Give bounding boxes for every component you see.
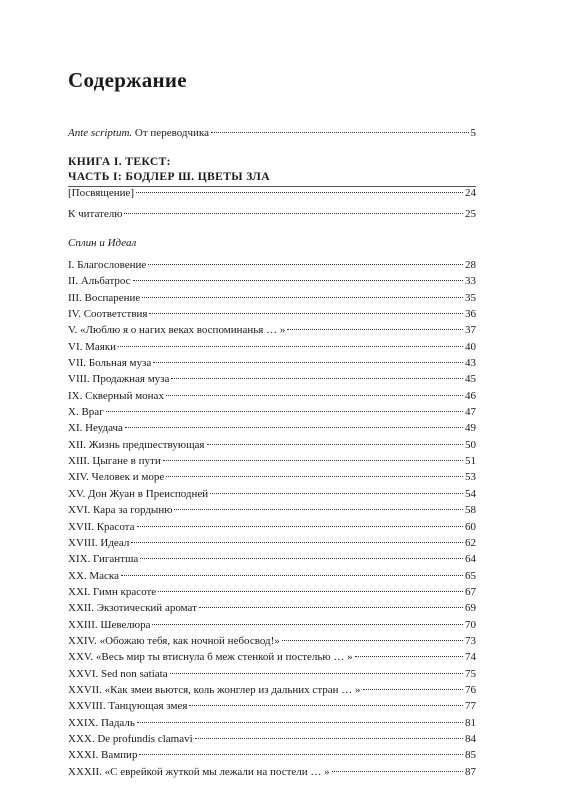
toc-entry bbox=[68, 486, 476, 502]
entry-text: XXI. Гимн красоте bbox=[68, 585, 157, 598]
toc-entry bbox=[68, 453, 476, 469]
page-number: 54 bbox=[465, 487, 476, 500]
entry-text: I. Благословение bbox=[68, 259, 147, 271]
dot-leader bbox=[106, 410, 463, 412]
toc-entry bbox=[68, 502, 476, 518]
toc-entry bbox=[68, 519, 476, 535]
dot-leader bbox=[153, 361, 463, 363]
dot-leader bbox=[136, 191, 463, 193]
toc-entry bbox=[68, 290, 476, 306]
toc-entry bbox=[68, 420, 476, 436]
page-number: 5 bbox=[470, 127, 476, 139]
toc-entry bbox=[68, 568, 476, 584]
entry-text: XXV. «Весь мир ты втиснула б меж стенкой и постелью … » bbox=[68, 651, 353, 664]
entry-text: XIV. Человек и море bbox=[68, 471, 165, 484]
dot-leader bbox=[363, 688, 463, 690]
dot-leader bbox=[131, 541, 463, 543]
dot-leader bbox=[149, 312, 463, 314]
page-number: 76 bbox=[465, 683, 476, 696]
toc-entry bbox=[68, 371, 476, 387]
dot-leader bbox=[121, 574, 463, 576]
dot-leader bbox=[174, 508, 463, 510]
entry-text: V. «Люблю я о нагих веках воспоминанья … » bbox=[68, 324, 286, 337]
page-number: 50 bbox=[465, 438, 476, 451]
dot-leader bbox=[152, 623, 463, 625]
dot-leader bbox=[124, 212, 463, 214]
dot-leader bbox=[166, 394, 463, 396]
toc-entry bbox=[68, 469, 476, 485]
toc-entry bbox=[68, 355, 476, 371]
toc-list bbox=[0, 257, 476, 780]
page-title: Содержание bbox=[68, 68, 187, 92]
page-number: 46 bbox=[465, 389, 476, 402]
entry-text: XVI. Кара за гордыню bbox=[68, 504, 173, 517]
page-number: 67 bbox=[465, 585, 476, 598]
page-number: 35 bbox=[465, 291, 476, 304]
dot-leader bbox=[166, 475, 463, 477]
toc-entry bbox=[68, 257, 476, 273]
entry-text: XXXI. Вампир bbox=[68, 749, 138, 762]
page-number: 62 bbox=[465, 536, 476, 549]
page-number: 47 bbox=[465, 406, 476, 419]
toc-entry-dedication bbox=[68, 186, 476, 200]
page-number: 77 bbox=[465, 700, 476, 713]
entry-text: XXII. Экзотический аромат bbox=[68, 602, 197, 615]
section-title: Сплин и Идеал bbox=[68, 237, 137, 249]
entry-text: К читателю bbox=[68, 208, 123, 220]
book-heading: КНИГА I. ТЕКСТ: bbox=[68, 156, 171, 168]
entry-text: [Посвящение] bbox=[68, 187, 135, 199]
entry-text: XVIII. Идеал bbox=[68, 536, 130, 549]
entry-text: XX. Маска bbox=[68, 569, 119, 582]
page-number: 49 bbox=[465, 422, 476, 435]
entry-text: XIX. Гигантша bbox=[68, 553, 139, 566]
page-number: 33 bbox=[465, 275, 476, 288]
dot-leader bbox=[118, 345, 463, 347]
page-number: 37 bbox=[465, 324, 476, 337]
entry-text: VI. Маяки bbox=[68, 340, 117, 353]
toc-entry-to-reader bbox=[68, 207, 476, 221]
page-number: 73 bbox=[465, 634, 476, 647]
toc-entry bbox=[68, 666, 476, 682]
page-number: 28 bbox=[465, 259, 476, 271]
dot-leader bbox=[139, 753, 463, 755]
page-number: 51 bbox=[465, 455, 476, 468]
part-heading: ЧАСТЬ I: БОДЛЕР Ш. ЦВЕТЫ ЗЛА bbox=[68, 171, 270, 183]
dot-leader bbox=[211, 131, 469, 133]
dot-leader bbox=[189, 704, 463, 706]
entry-text: XV. Дон Жуан в Преисподней bbox=[68, 487, 209, 500]
entry-text: III. Воспарение bbox=[68, 291, 141, 304]
page-number: 65 bbox=[465, 569, 476, 582]
page-number: 40 bbox=[465, 340, 476, 353]
entry-text: XXVI. Sed non satiata bbox=[68, 667, 168, 680]
toc-entry bbox=[68, 764, 476, 780]
page-number: 81 bbox=[465, 716, 476, 729]
entry-text: VII. Больная муза bbox=[68, 357, 152, 370]
toc-entry bbox=[68, 649, 476, 665]
toc-entry bbox=[68, 584, 476, 600]
entry-text: X. Враг bbox=[68, 406, 104, 419]
toc-entry bbox=[68, 339, 476, 355]
toc-entry bbox=[68, 633, 476, 649]
page-number: 87 bbox=[465, 765, 476, 778]
page-number: 36 bbox=[465, 308, 476, 321]
entry-text: XVII. Красота bbox=[68, 520, 135, 533]
page-number: 69 bbox=[465, 602, 476, 615]
dot-leader bbox=[199, 606, 463, 608]
entry-text: XXX. De profundis clamavi bbox=[68, 732, 193, 745]
entry-text: XII. Жизнь предшествующая bbox=[68, 438, 205, 451]
entry-text: Ante scriptum. От переводчика bbox=[68, 127, 209, 139]
toc-entry bbox=[68, 600, 476, 616]
dot-leader bbox=[163, 459, 463, 461]
toc-entry bbox=[68, 617, 476, 633]
page-number: 75 bbox=[465, 667, 476, 680]
page-number: 25 bbox=[465, 208, 476, 220]
toc-entry bbox=[68, 388, 476, 404]
toc-entry-ante-scriptum bbox=[68, 126, 476, 140]
dot-leader bbox=[207, 443, 464, 445]
entry-text: XXVIII. Танцующая змея bbox=[68, 700, 188, 713]
dot-leader bbox=[332, 770, 463, 772]
dot-leader bbox=[282, 639, 463, 641]
page-number: 45 bbox=[465, 373, 476, 386]
entry-text: VIII. Продажная муза bbox=[68, 373, 170, 386]
toc-entry bbox=[68, 437, 476, 453]
entry-text: II. Альбатрос bbox=[68, 275, 131, 288]
entry-text: XIII. Цыгане в пути bbox=[68, 455, 161, 468]
dot-leader bbox=[140, 557, 463, 559]
page-number: 85 bbox=[465, 749, 476, 762]
toc-entry bbox=[68, 404, 476, 420]
toc-entry bbox=[68, 747, 476, 763]
page-number: 53 bbox=[465, 471, 476, 484]
toc-entry bbox=[68, 535, 476, 551]
dot-leader bbox=[137, 525, 464, 527]
toc-entry bbox=[68, 551, 476, 567]
entry-text: IV. Соответствия bbox=[68, 308, 148, 321]
toc-entry bbox=[68, 273, 476, 289]
dot-leader bbox=[287, 328, 463, 330]
page-number: 64 bbox=[465, 553, 476, 566]
dot-leader bbox=[148, 263, 463, 265]
entry-text: XXIX. Падаль bbox=[68, 716, 135, 729]
dot-leader bbox=[210, 492, 463, 494]
dot-leader bbox=[142, 296, 463, 298]
page-number: 70 bbox=[465, 618, 476, 631]
dot-leader bbox=[355, 655, 463, 657]
page-number: 84 bbox=[465, 732, 476, 745]
page-number: 74 bbox=[465, 651, 476, 664]
dot-leader bbox=[195, 737, 463, 739]
toc-entry bbox=[68, 306, 476, 322]
entry-text: XXIV. «Обожаю тебя, как ночной небосвод!» bbox=[68, 634, 280, 647]
toc-entry bbox=[68, 682, 476, 698]
entry-text: XI. Неудача bbox=[68, 422, 123, 435]
page-number: 60 bbox=[465, 520, 476, 533]
toc-entry bbox=[68, 731, 476, 747]
toc-entry bbox=[68, 715, 476, 731]
dot-leader bbox=[170, 672, 463, 674]
dot-leader bbox=[158, 590, 463, 592]
dot-leader bbox=[171, 377, 463, 379]
dot-leader bbox=[137, 721, 463, 723]
entry-text: XXVII. «Как змеи вьются, коль жонглер из дальних стран … » bbox=[68, 683, 361, 696]
entry-text: XXXII. «С еврейкой жуткой мы лежали на постели … » bbox=[68, 765, 330, 778]
page-number: 58 bbox=[465, 504, 476, 517]
toc-entry bbox=[68, 698, 476, 714]
toc-entry bbox=[68, 322, 476, 338]
entry-text: XXIII. Шевелюра bbox=[68, 618, 151, 631]
dot-leader bbox=[125, 426, 463, 428]
page-number: 43 bbox=[465, 357, 476, 370]
entry-text: IX. Скверный монах bbox=[68, 389, 164, 402]
dot-leader bbox=[133, 279, 463, 281]
page-number: 24 bbox=[465, 187, 476, 199]
